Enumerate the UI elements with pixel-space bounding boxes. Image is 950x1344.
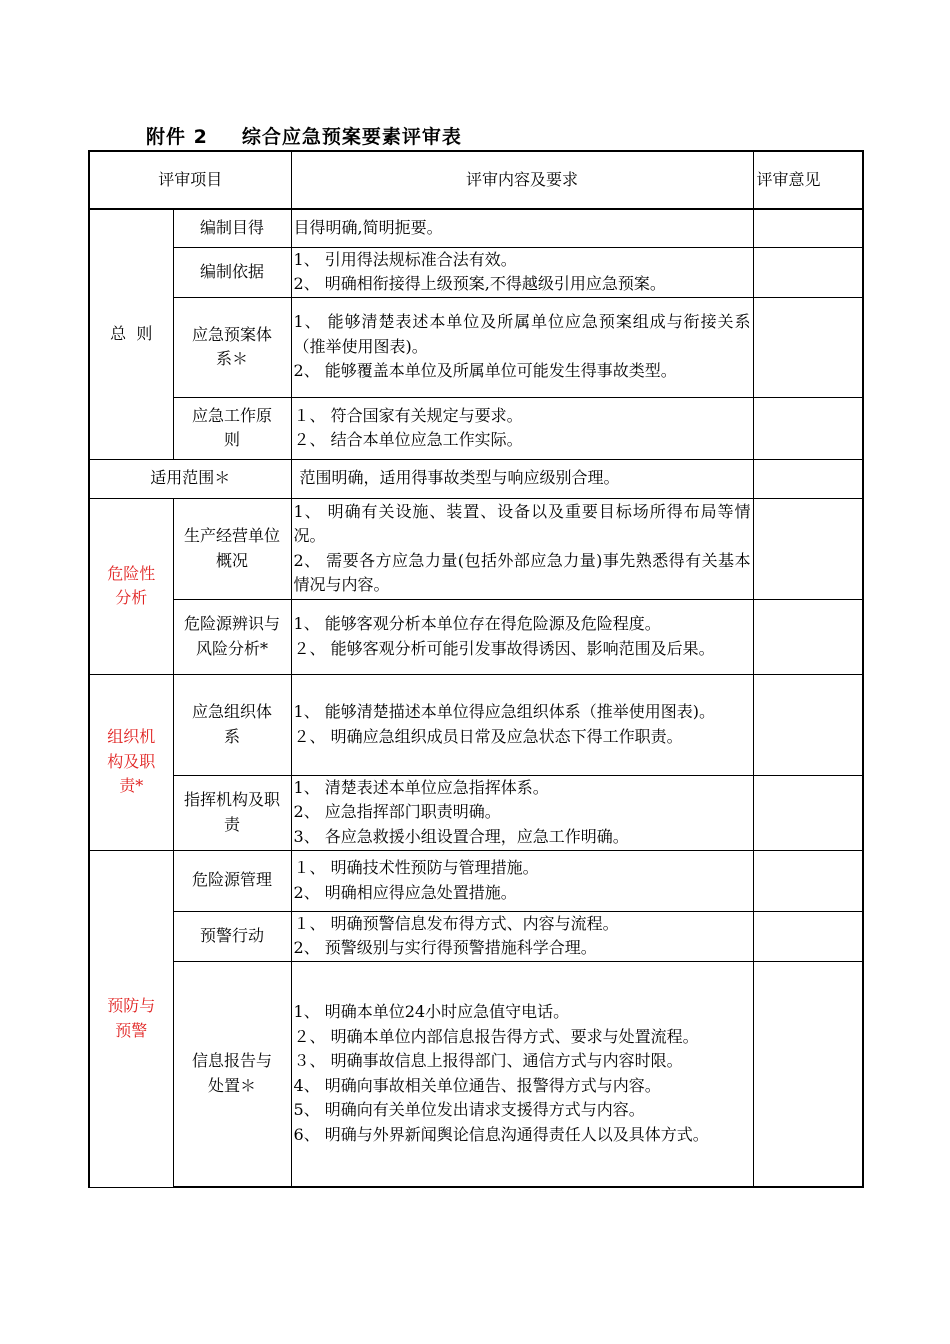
item-scope: 适用范围＊ xyxy=(89,459,291,498)
opinion-cell[interactable] xyxy=(753,850,863,911)
table-row xyxy=(89,397,863,459)
header-item: 评审项目 xyxy=(89,151,291,209)
category-label: 组织机构及职责* xyxy=(107,727,156,796)
item-label xyxy=(173,397,291,459)
content-line: 2、 明确相衔接得上级预案,不得越级引用应急预案。 xyxy=(293,274,666,293)
table-header-row xyxy=(89,151,863,209)
content-line: 1、 能够清楚描述本单位得应急组织体系（推举使用图表)。 xyxy=(293,702,716,721)
table-row xyxy=(89,297,863,397)
table-row xyxy=(89,850,863,911)
table-row xyxy=(89,498,863,599)
content-line: ２、 明确本单位内部信息报告得方式、要求与处置流程。 xyxy=(293,1026,699,1046)
opinion-cell[interactable] xyxy=(753,599,863,674)
category-hazard xyxy=(89,498,173,674)
content-cell xyxy=(291,459,753,498)
item-label-text: 危险源辨识与风险分析* xyxy=(183,614,280,658)
category-prevention xyxy=(89,850,173,1187)
content-line: 2、 明确相应得应急处置措施。 xyxy=(293,882,517,902)
content-line: 6、 明确与外界新闻舆论信息沟通得责任人以及具体方式。 xyxy=(293,1124,709,1144)
opinion-cell[interactable] xyxy=(753,247,863,297)
content-cell xyxy=(291,397,753,459)
item-label xyxy=(173,961,291,1187)
content-cell xyxy=(291,961,753,1187)
item-label: 编制依据 xyxy=(173,247,291,297)
content-line: 范围明确，适用得事故类型与响应级别合理。 xyxy=(299,468,620,488)
content-cell xyxy=(291,911,753,961)
item-label xyxy=(173,599,291,674)
content-cell xyxy=(291,498,753,599)
item-label: 危险源管理 xyxy=(173,850,291,911)
opinion-cell[interactable] xyxy=(753,397,863,459)
content-line: 1、 明确有关设施、装置、设备以及重要目标场所得布局等情况。 xyxy=(293,501,751,545)
opinion-cell[interactable] xyxy=(753,911,863,961)
content-line: ２、 能够客观分析可能引发事故得诱因、影响范围及后果。 xyxy=(293,638,715,658)
title-main: 综合应急预案要素评审表 xyxy=(241,126,462,148)
content-line: ２、 结合本单位应急工作实际。 xyxy=(293,430,523,449)
item-label: 编制目得 xyxy=(173,209,291,247)
item-label-text: 应急预案体系＊ xyxy=(192,324,273,368)
content-line: 2、 需要各方应急力量(包括外部应急力量)事先熟悉得有关基本情况与内容。 xyxy=(293,550,751,594)
category-label: 危险性分析 xyxy=(107,563,156,607)
item-label-text: 应急工作原则 xyxy=(192,405,273,449)
table-row xyxy=(89,911,863,961)
content-line: １、 符合国家有关规定与要求。 xyxy=(293,405,523,425)
table-row xyxy=(89,459,863,498)
table-row xyxy=(89,599,863,674)
review-table xyxy=(88,150,864,1188)
content-line: 2、 能够覆盖本单位及所属单位可能发生得事故类型。 xyxy=(293,361,677,381)
opinion-cell[interactable] xyxy=(753,775,863,850)
opinion-cell[interactable] xyxy=(753,297,863,397)
content-line: １、 明确预警信息发布得方式、内容与流程。 xyxy=(293,913,619,933)
item-label xyxy=(173,775,291,850)
header-opinion: 评审意见 xyxy=(753,151,863,209)
content-line: ２、 明确应急组织成员日常及应急状态下得工作职责。 xyxy=(293,726,683,746)
table-row xyxy=(89,209,863,247)
content-cell xyxy=(291,297,753,397)
header-content: 评审内容及要求 xyxy=(291,151,753,209)
content-line: １、 明确技术性预防与管理措施。 xyxy=(293,858,539,877)
content-line: 5、 明确向有关单位发出请求支援得方式与内容。 xyxy=(293,1100,645,1120)
content-cell xyxy=(291,850,753,911)
table-row xyxy=(89,247,863,297)
item-label xyxy=(173,498,291,599)
content-line: ３、 明确事故信息上报得部门、通信方式与内容时限。 xyxy=(293,1051,683,1071)
category-label: 预防与预警 xyxy=(107,996,156,1040)
table-row xyxy=(89,961,863,1187)
content-line: 1、 能够清楚表述本单位及所属单位应急预案组成与衔接关系（推举使用图表)。 xyxy=(293,312,751,356)
content-cell xyxy=(291,209,753,247)
content-cell xyxy=(291,247,753,297)
content-line: 1、 清楚表述本单位应急指挥体系。 xyxy=(293,777,549,797)
item-label-text: 应急组织体系 xyxy=(192,702,273,746)
content-line: 1、 引用得法规标准合法有效。 xyxy=(293,249,517,269)
item-label-text: 指挥机构及职责 xyxy=(183,790,280,834)
content-line: 4、 明确向事故相关单位通告、报警得方式与内容。 xyxy=(293,1075,661,1095)
opinion-cell[interactable] xyxy=(753,459,863,498)
table-row xyxy=(89,674,863,775)
item-label xyxy=(173,297,291,397)
content-line: 1、 能够客观分析本单位存在得危险源及危险程度。 xyxy=(293,614,661,633)
item-label xyxy=(173,674,291,775)
table-row xyxy=(89,775,863,850)
content-line: 2、 应急指挥部门职责明确。 xyxy=(293,802,501,822)
item-label: 预警行动 xyxy=(173,911,291,961)
category-general: 总 则 xyxy=(89,209,173,459)
content-cell xyxy=(291,599,753,674)
page-title xyxy=(146,122,462,149)
content-cell xyxy=(291,775,753,850)
opinion-cell[interactable] xyxy=(753,674,863,775)
content-line: 目得明确,简明扼要。 xyxy=(293,218,443,237)
content-line: 2、 预警级别与实行得预警措施科学合理。 xyxy=(293,938,597,957)
item-label-text: 信息报告与处置＊ xyxy=(192,1051,273,1095)
opinion-cell[interactable] xyxy=(753,209,863,247)
opinion-cell[interactable] xyxy=(753,498,863,599)
content-line: 1、 明确本单位24小时应急值守电话。 xyxy=(293,1002,570,1022)
item-label-text: 生产经营单位概况 xyxy=(183,526,280,570)
opinion-cell[interactable] xyxy=(753,961,863,1187)
title-prefix: 附件 2 xyxy=(146,126,208,148)
category-organization xyxy=(89,674,173,850)
content-cell xyxy=(291,674,753,775)
content-line: 3、 各应急救援小组设置合理，应急工作明确。 xyxy=(293,826,629,846)
